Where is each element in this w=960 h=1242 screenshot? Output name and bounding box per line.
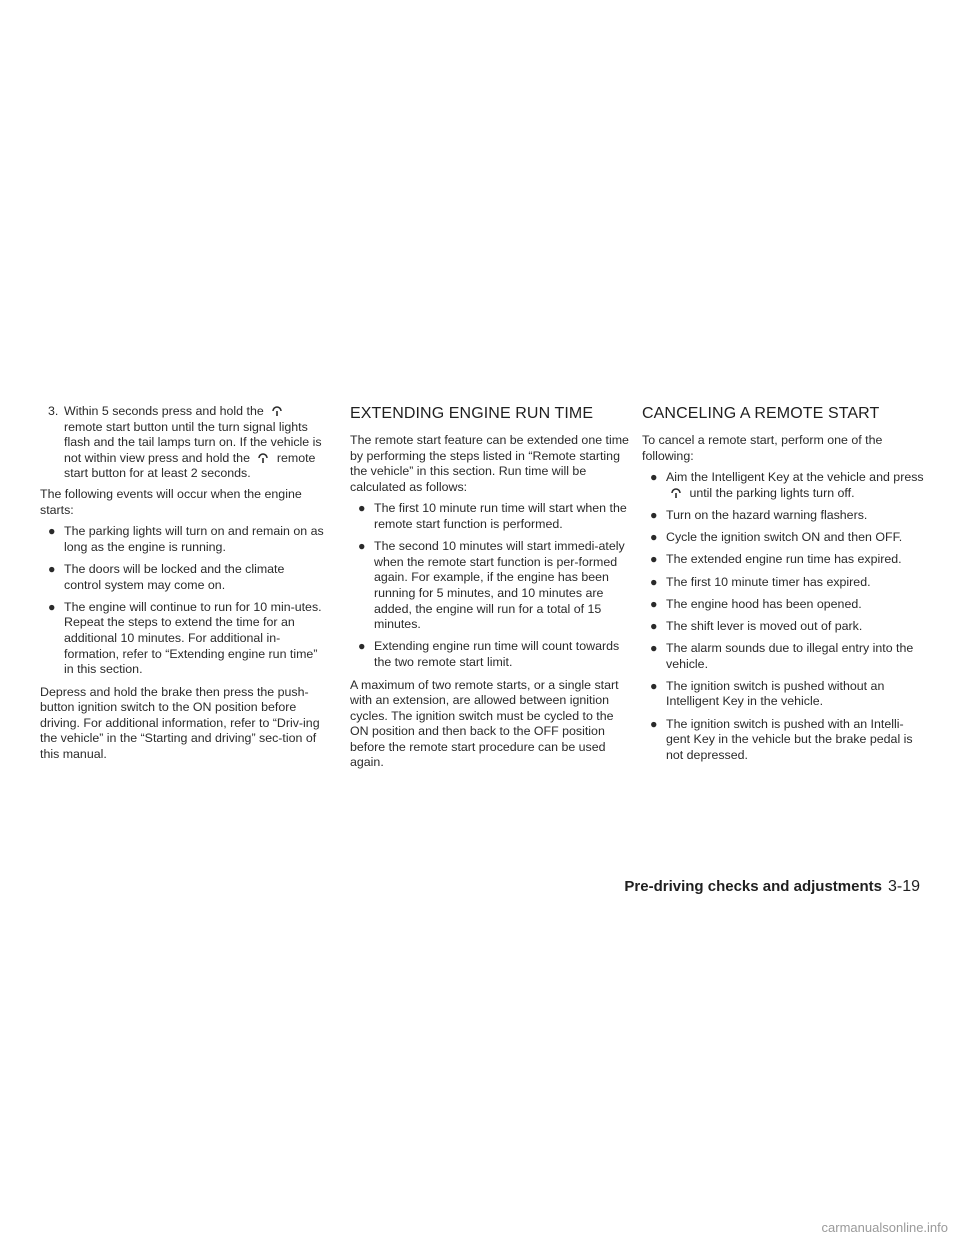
intro-paragraph: To cancel a remote start, perform one of the following: [642,433,883,463]
bullet: ● [650,507,658,522]
events-list [40,524,324,678]
cancel-list [642,470,926,763]
list-item: ● The first 10 minute timer has expired. [650,574,871,589]
bullet: ● [358,501,366,516]
list-item: ● The alarm sounds due to illegal entry into the vehicle. [650,641,914,671]
list-item: ● The parking lights will turn on and remain on as long as the engine is running. [48,524,324,554]
watermark: carmanualsonline.info [821,1220,948,1235]
bullet: ● [48,524,56,539]
bullet: ● [358,639,366,654]
intro-paragraph: The remote start feature can be extended one time by performing the steps listed in “Remote starting the vehicle” in this section. Run time will be calculated as follows: [350,433,629,494]
list-item: ● Aim the Intelligent Key at the vehicle and press until the parking lights turn off. [650,470,924,500]
bullet: ● [650,552,658,567]
list-item: ● The shift lever is moved out of park. [650,618,863,633]
list-item: ● The engine will continue to run for 10 min-utes. Repeat the steps to extend the time for an additional 10 minutes. For additional in-formation, refer to “Extending engine run time” in this section. [48,599,322,677]
closing-paragraph: Depress and hold the brake then press the push-button ignition switch to the ON position before driving. For additional information, refer to “Driv-ing the vehicle” in the “Starting and driving” sec-tion of this manual. [40,684,320,762]
remote-start-icon [666,486,686,498]
bullet: ● [650,470,658,485]
step-number: 3. [48,404,59,418]
run-time-list [350,501,634,670]
bullet: ● [48,561,56,576]
section-heading: EXTENDING ENGINE RUN TIME [350,405,594,422]
list-item: ● Extending engine run time will count towards the two remote start limit. [358,639,620,669]
column-left [40,404,324,769]
page-number: 3-19 [887,878,920,895]
bullet: ● [650,618,658,633]
list-item: ● Cycle the ignition switch ON and then OFF. [650,530,903,545]
step-3-text-b: remote start button until the turn signal lights flash and the tail lamps turn on. If the vehicle is not within view press and hold the [64,419,322,465]
list-item: ● Turn on the hazard warning flashers. [650,507,868,522]
bullet: ● [650,596,658,611]
bullet: ● [650,530,658,545]
list-item: ● The doors will be locked and the climate control system may come on. [48,561,285,592]
list-item: ● The first 10 minute run time will start when the remote start function is performed. [358,501,627,531]
list-item: ● The second 10 minutes will start immedi-ately when the remote start function is per-formed again. For example, if the engine has been running for 5 minutes, and 10 minutes are added, the engine will run for a total of 15 minutes. [358,539,625,632]
step-3-text-c: remote start button for at least 2 seconds. [64,450,316,481]
bullet: ● [48,599,56,614]
bullet: ● [650,641,658,656]
events-intro: The following events will occur when the engine starts: [40,486,302,517]
bullet: ● [650,678,658,693]
remote-start-icon [267,404,287,416]
remote-start-icon [253,451,273,463]
step-3 [40,404,324,482]
bullet: ● [650,574,658,589]
list-item: ● The ignition switch is pushed without an Intelligent Key in the vehicle. [650,678,885,709]
column-right [642,404,926,770]
list-item: ● The ignition switch is pushed with an Intelli-gent Key in the vehicle but the brake pedal is not depressed. [650,716,913,762]
closing-paragraph: A maximum of two remote starts, or a single start with an extension, are allowed between ignition cycles. The ignition switch must be cycled to the ON position and then back to the OFF position before the remote start procedure can be used again. [350,677,619,770]
bullet: ● [358,539,366,554]
step-3-text-a: Within 5 seconds press and hold the [64,404,264,418]
column-middle [350,404,634,777]
list-item: ● The engine hood has been opened. [650,596,862,611]
footer-section-title: Pre-driving checks and adjustments [624,878,882,895]
bullet: ● [650,716,658,731]
page-footer [624,878,920,896]
list-item: ● The extended engine run time has expired. [650,552,902,567]
section-heading: CANCELING A REMOTE START [642,405,880,422]
